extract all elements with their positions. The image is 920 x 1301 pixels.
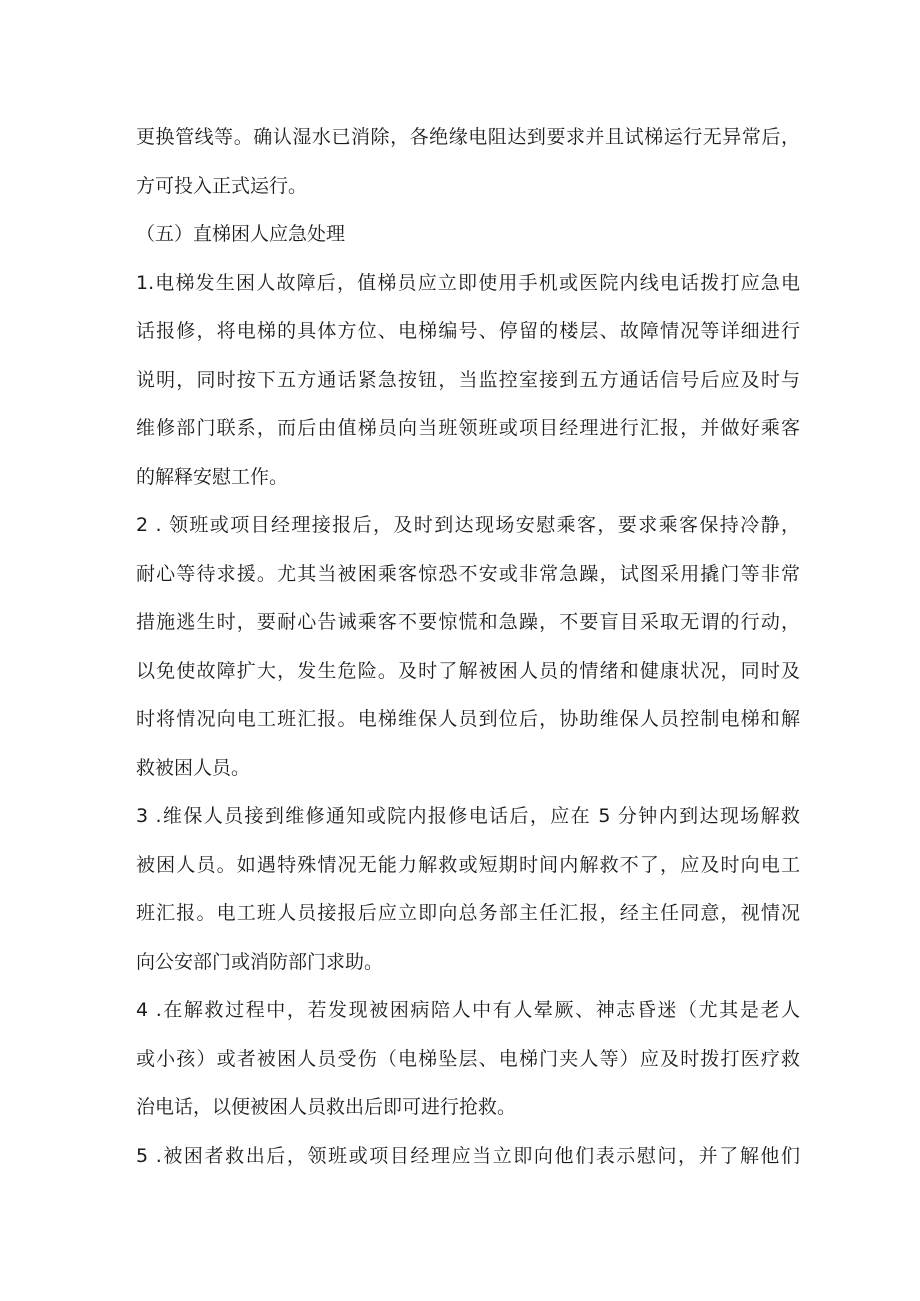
text-line: 5 .被困者救出后，领班或项目经理应当立即向他们表示慰问，并了解他们 [136,1144,800,1167]
paragraph-item-5 [136,1132,800,1181]
text-line: 3 .维保人员接到维修通知或院内报修电话后，应在 5 分钟内到达现场解救 [136,805,800,827]
paragraph-item-4 [136,986,800,1132]
text-line: 时将情况向电工班汇报。电梯维保人员到位后，协助维保人员控制电梯和解 [136,708,800,730]
text-line: 治电话，以便被困人员救出后即可进行抢救。 [136,1096,517,1118]
text-line: 向公安部门或消防部门求助。 [136,950,384,973]
paragraph-item-1 [136,259,800,502]
text-line: 方可投入正式运行。 [136,174,308,197]
text-line: 被困人员。如遇特殊情况无能力解救或短期时间内解救不了，应及时向电工 [136,853,800,876]
text-line: 以免使故障扩大，发生危险。及时了解被困人员的情绪和健康状况，同时及 [136,659,800,682]
paragraph-item-2 [136,501,800,792]
text-line: 措施逃生时，要耐心告诫乘客不要惊慌和急躁，不要盲目采取无谓的行动， [136,611,800,633]
heading-line: （五）直梯困人应急处理 [136,223,346,245]
text-line: 4 .在解救过程中，若发现被困病陪人中有人晕厥、神志昏迷（尤其是老人 [136,999,800,1021]
paragraph-continued [136,113,800,210]
text-line: 班汇报。电工班人员接报后应立即向总务部主任汇报，经主任同意，视情况 [136,902,800,924]
text-line: 维修部门联系，而后由值梯员向当班领班或项目经理进行汇报，并做好乘客 [136,417,800,439]
text-line: 说明，同时按下五方通话紧急按钮，当监控室接到五方通话信号后应及时与 [136,368,800,391]
paragraph-item-3 [136,792,800,986]
text-line: 2 . 领班或项目经理接报后，及时到达现场安慰乘客，要求乘客保持冷静， [136,514,800,536]
text-line: 1.电梯发生困人故障后，值梯员应立即使用手机或医院内线电话拨打应急电 [136,271,800,294]
section-heading [136,210,800,259]
text-line: 的解释安慰工作。 [136,465,289,488]
text-line: 或小孩）或者被困人员受伤（电梯坠层、电梯门夹人等）应及时拨打医疗救 [136,1047,800,1070]
text-line: 话报修，将电梯的具体方位、电梯编号、停留的楼层、故障情况等详细进行 [136,320,800,342]
text-line: 耐心等待求援。尤其当被困乘客惊恐不安或非常急躁，试图采用撬门等非常 [136,562,800,585]
text-line: 更换管线等。确认湿水已消除，各绝缘电阻达到要求并且试梯运行无异常后， [136,126,800,148]
text-line: 救被困人员。 [136,756,251,779]
document-body [136,113,800,1180]
